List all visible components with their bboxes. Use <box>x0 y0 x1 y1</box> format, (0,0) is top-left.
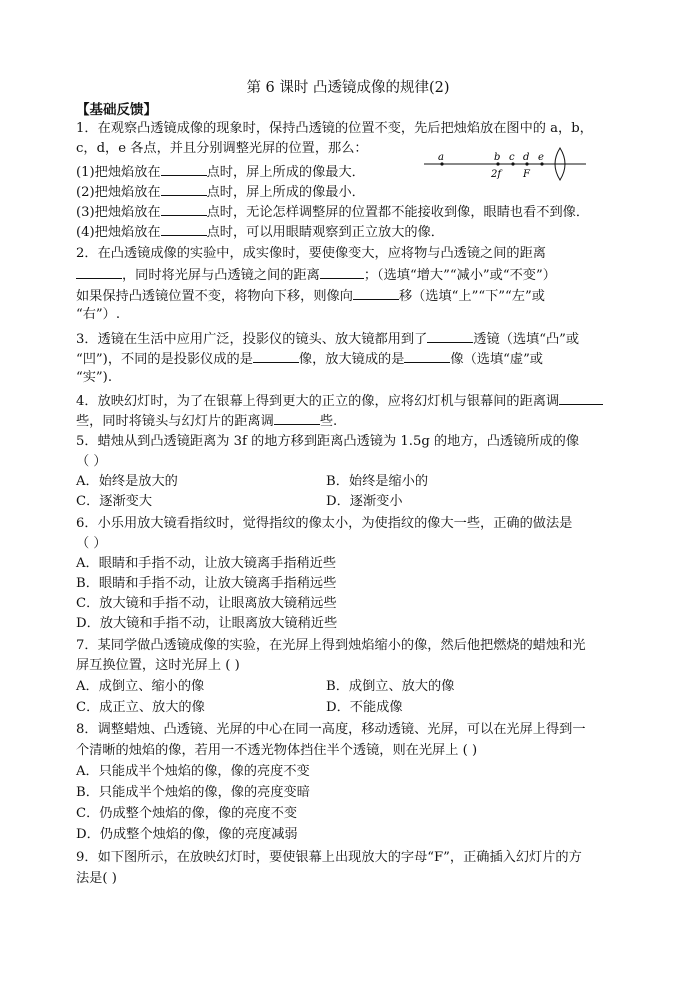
q4-line-2: 些，同时将镜头与幻灯片的距离调 些. <box>76 410 337 432</box>
answer-blank[interactable] <box>559 390 603 405</box>
label-a: a <box>438 152 444 163</box>
answer-blank[interactable] <box>274 410 320 425</box>
q7-option-c[interactable]: C．成正立、放大的像 <box>76 700 205 715</box>
q5-option-a[interactable]: A．始终是放大的 <box>76 474 178 489</box>
q6-option-b[interactable]: B．眼睛和手指不动，让放大镜离手指稍远些 <box>76 576 337 591</box>
q5-option-d[interactable]: D．逐渐变小 <box>326 494 403 509</box>
q7-option-b[interactable]: B．成倒立、放大的像 <box>326 679 455 694</box>
label-d: d <box>523 152 530 163</box>
q1-stem-b: c，d，e 各点，并且分别调整光屏的位置，那么： <box>76 141 368 156</box>
q9-stem-1: 9．如下图所示，在放映幻灯时，要使银幕上出现放大的字母“F”，正确插入幻灯片的方 <box>76 850 582 865</box>
q6-option-c[interactable]: C．放大镜和手指不动，让眼离放大镜稍远些 <box>76 596 337 611</box>
q3-line-1: 3．透镜在生活中应用广泛，投影仪的镜头、放大镜都用到了 透镜（选填“凸”或 <box>76 328 579 350</box>
q8-option-c[interactable]: C．仍成整个烛焰的像，像的亮度不变 <box>76 806 298 821</box>
q8-stem-2: 个清晰的烛焰的像，若用一不透光物体挡住半个透镜，则在光屏上 ( ) <box>76 743 478 758</box>
q8-option-b[interactable]: B．只能成半个烛焰的像，像的亮度变暗 <box>76 785 310 800</box>
q9-stem-2: 法是( ) <box>76 871 117 886</box>
q7-option-a[interactable]: A．成倒立、缩小的像 <box>76 679 205 694</box>
answer-blank[interactable] <box>161 181 207 196</box>
q5-option-c[interactable]: C．逐渐变大 <box>76 494 153 509</box>
q2-line-1: 2．在凸透镜成像的实验中，成实像时，要使像变大，应将物与凸透镜之间的距离 <box>76 246 546 261</box>
label-e: e <box>538 152 544 163</box>
answer-blank[interactable] <box>76 264 122 279</box>
q7-option-d[interactable]: D．不能成像 <box>326 700 403 715</box>
q1-sub-4: (4)把烛焰放在 点时，可以用眼睛观察到正立放大的像． <box>76 221 444 243</box>
q5-option-b[interactable]: B．始终是缩小的 <box>326 474 429 489</box>
q8-stem-1: 8．调整蜡烛、凸透镜、光屏的中心在同一高度，移动透镜、光屏，可以在光屏上得到一 <box>76 722 586 737</box>
answer-blank[interactable] <box>161 221 207 236</box>
label-2f: 2f <box>491 169 502 180</box>
section-heading: 【基础反馈】 <box>76 102 157 118</box>
answer-blank[interactable] <box>353 285 399 300</box>
q8-option-a[interactable]: A．只能成半个烛焰的像，像的亮度不变 <box>76 764 310 779</box>
label-b: b <box>494 152 501 163</box>
q3-line-3: “实”). <box>76 370 113 385</box>
q1-stem-a: 1．在观察凸透镜成像的现象时，保持凸透镜的位置不变，先后把烛焰放在图中的 a，b， <box>76 121 593 136</box>
q1-sub-1: (1)把烛焰放在 点时，屏上所成的像最大． <box>76 161 365 183</box>
q7-stem-1: 7．某同学做凸透镜成像的实验，在光屏上得到烛焰缩小的像，然后他把燃烧的蜡烛和光 <box>76 638 586 653</box>
answer-blank[interactable] <box>427 328 473 343</box>
answer-blank[interactable] <box>404 348 450 363</box>
q6-option-d[interactable]: D．放大镜和手指不动，让眼离放大镜稍近些 <box>76 616 338 631</box>
q6-option-a[interactable]: A．眼睛和手指不动，让放大镜离手指稍近些 <box>76 556 337 571</box>
q5-paren: （ ） <box>76 454 107 469</box>
lens-diagram <box>420 146 590 190</box>
answer-blank[interactable] <box>161 201 207 216</box>
answer-blank[interactable] <box>161 161 207 176</box>
q3-line-2: “凹”)，不同的是投影仪成的是 像，放大镜成的是 像（选填“虚”或 <box>76 348 543 370</box>
q8-option-d[interactable]: D．仍成整个烛焰的像，像的亮度减弱 <box>76 827 298 842</box>
q2-line-4: “右”）. <box>76 307 121 322</box>
q4-line-1: 4．放映幻灯时，为了在银幕上得到更大的正立的像，应将幻灯机与银幕间的距离调 <box>76 390 603 412</box>
q1-sub-3: (3)把烛焰放在 点时，无论怎样调整屏的位置都不能接收到像，眼睛也看不到像． <box>76 201 589 223</box>
q1-sub-2: (2)把烛焰放在 点时，屏上所成的像最小． <box>76 181 365 203</box>
answer-blank[interactable] <box>320 264 364 279</box>
q6-paren: （ ） <box>76 536 107 551</box>
q6-stem: 6．小乐用放大镜看指纹时，觉得指纹的像太小，为使指纹的像大一些，正确的做法是 <box>76 516 573 531</box>
label-F: F <box>523 169 530 180</box>
q7-stem-2: 屏互换位置，这时光屏上 ( ) <box>76 658 240 673</box>
q5-stem: 5．蜡烛从到凸透镜距离为 3f 的地方移到距离凸透镜为 1.5g 的地方，凸透镜所成的像 <box>76 434 580 449</box>
q2-line-2: ，同时将光屏与凸透镜之间的距离 ；（选填“增大”“减小”或“不变”） <box>76 264 556 286</box>
answer-blank[interactable] <box>253 348 299 363</box>
label-c: c <box>509 152 515 163</box>
q2-line-3: 如果保持凸透镜位置不变，将物向下移，则像向 移（选填“上”“下”“左”或 <box>76 285 545 307</box>
page-title: 第 6 课时 凸透镜成像的规律(2) <box>246 80 450 96</box>
